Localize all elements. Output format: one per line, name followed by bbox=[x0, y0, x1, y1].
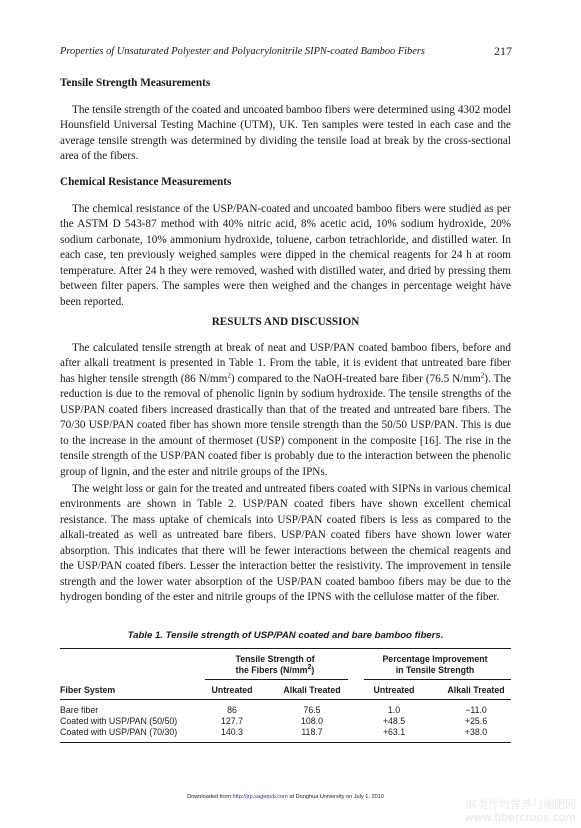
table-row-2-system: Coated with USP/PAN (50/50) bbox=[60, 716, 178, 726]
results-p1-sup-2: 2 bbox=[480, 371, 485, 380]
table-group-rule-improvement bbox=[364, 679, 511, 680]
results-paragraph-1 bbox=[60, 341, 511, 480]
results-p1-part-c: ). The reduction is due to the removal of phenolic lignin by sodium hydroxide. The tensile strengths of the USP/PAN coated fibers increased drastically than that of the treated and untreated bare fibers. The 70/30 USP/PAN coated fiber has shown more tensile strength than the 50/50 USP/PAN. This is due to the increase in the amount of thermoset (USP) component in the composite [16]. The rise in the tensile strength of the USP/PAN coated fiber is probably due to the interaction between the phenolic group of lignin, and the ester and nitrile groups of the IPNs. bbox=[60, 372, 512, 478]
table-row-1-pi-alkali: −11.0 bbox=[465, 705, 487, 715]
table-row-3-ts-untreated: 140.3 bbox=[220, 727, 243, 737]
table-header-ts-untreated: Untreated bbox=[211, 685, 253, 695]
table-group-tensile-sup: 2 bbox=[307, 664, 312, 672]
footer-link[interactable]: http://jrp.sagepub.com bbox=[232, 794, 288, 800]
table-group-tensile-line1: Tensile Strength of bbox=[235, 654, 315, 664]
table-row-1-ts-untreated: 86 bbox=[227, 705, 237, 715]
results-paragraph-2: The weight loss or gain for the treated and untreated fibers coated with SIPNs in various chemical environments are shown in Table 2. USP/PAN coated fibers have shown excellent chemical resistance. The mass uptake of chemicals into USP/PAN coated fibers is less as compared to the alkali-treated as well as untreated bare fibers. USP/PAN coated fibers have shown lower water absorption. This indicates that there will be fewer interactions between the chemical reagents and the USP/PAN coated fibers. Lesser the interaction better the resistivity. The improvement in tensile strength and the lower water absorption of the USP/PAN coated bamboo fibers may be due to the hydrogen bonding of the ester and nitrile groups of the IPNS with the cellulose matter of the fiber. bbox=[60, 483, 511, 604]
table-header-rule bbox=[60, 699, 511, 700]
table-group-tensile-close: ) bbox=[311, 665, 315, 675]
table-row-1-pi-untreated: 1.0 bbox=[387, 705, 401, 715]
table-row-2-ts-untreated: 127.7 bbox=[220, 716, 243, 726]
watermark bbox=[450, 798, 576, 824]
table-group-tensile-label: the Fibers (N/mm bbox=[235, 665, 308, 675]
table-group-improvement-line2: in Tensile Strength bbox=[395, 665, 475, 675]
table-top-rule bbox=[60, 648, 511, 649]
table-group-improvement-line1: Percentage Improvement bbox=[382, 654, 488, 664]
table-group-rule-tensile bbox=[205, 679, 348, 680]
table-row-3-pi-alkali: +38.0 bbox=[464, 727, 488, 737]
results-p1-part-b: ) compared to the NaOH-treated bare fiber (76.5 N/mm bbox=[230, 372, 481, 385]
table-row-3-ts-alkali: 118.7 bbox=[301, 727, 323, 737]
table-row-2-pi-alkali: +25.6 bbox=[464, 716, 488, 726]
table-group-tensile-line2 bbox=[205, 665, 345, 676]
table-header-pi-alkali: Alkali Treated bbox=[447, 685, 505, 695]
table-row-2-ts-alkali: 108.0 bbox=[300, 716, 323, 726]
table-row-1-ts-alkali: 76.5 bbox=[303, 705, 321, 715]
table-row-1-system: Bare fiber bbox=[60, 705, 99, 715]
tensile-heading: Tensile Strength Measurements bbox=[60, 77, 211, 89]
table-row-2-pi-untreated: +48.5 bbox=[382, 716, 406, 726]
table-row-3-pi-untreated: +63.1 bbox=[382, 727, 406, 737]
footer-suffix: at Donghua University on July 1, 2010 bbox=[287, 794, 384, 800]
chemical-heading: Chemical Resistance Measurements bbox=[60, 176, 232, 188]
watermark-line-2: www.fibercrops.com bbox=[464, 811, 576, 824]
page-number: 217 bbox=[494, 44, 512, 58]
table-caption: Table 1. Tensile strength of USP/PAN coated and bare bamboo fibers. bbox=[127, 630, 444, 641]
results-p1-sup-1: 2 bbox=[227, 371, 231, 380]
table-header-fiber-system: Fiber System bbox=[60, 685, 116, 695]
watermark-line-1: 麻类作物营养与施肥网 bbox=[466, 798, 576, 811]
table-bottom-rule bbox=[60, 742, 511, 743]
footer-prefix: Downloaded from bbox=[187, 794, 233, 800]
table-header-pi-untreated: Untreated bbox=[373, 685, 415, 695]
table-row-3-system: Coated with USP/PAN (70/30) bbox=[60, 727, 178, 737]
running-head: Properties of Unsaturated Polyester and Polyacrylonitrile SIPN-coated Bamboo Fibers bbox=[60, 46, 425, 57]
tensile-paragraph: The tensile strength of the coated and uncoated bamboo fibers were determined using 4302 model Hounsfield Universal Testing Machine (UTM), UK. Ten samples were tested in each case and the average tensile strength was determined by dividing the tensile load at break by the cross-sectional area of the fibers. bbox=[60, 104, 511, 163]
results-p1-part-a: The calculated tensile strength at break of neat and USP/PAN coated bamboo fibers, before and after alkali treatment is presented in Table 1. From the table, it is evident that untreated bare fiber has higher tensile strength (86 N/mm bbox=[60, 342, 511, 385]
results-heading: RESULTS AND DISCUSSION bbox=[211, 316, 360, 328]
chemical-paragraph: The chemical resistance of the USP/PAN-coated and uncoated bamboo fibers were studied as per the ASTM D 543-87 method with 40% nitric acid, 8% acetic acid, 10% sodium hydroxide, 20% sodium carbonate, 10% ammonium hydroxide, toluene, carbon tetrachloride, and distilled water. In each case, ten previously weighed samples were dipped in the chemical reagents for 24 h at room temperature. After 24 h they were removed, washed with distilled water, and dried by pressing them between filter papers. The samples were then weighed and the changes in percentage weight have been reported. bbox=[60, 203, 511, 308]
table-header-ts-alkali: Alkali Treated bbox=[283, 685, 341, 695]
download-footer bbox=[60, 794, 511, 801]
